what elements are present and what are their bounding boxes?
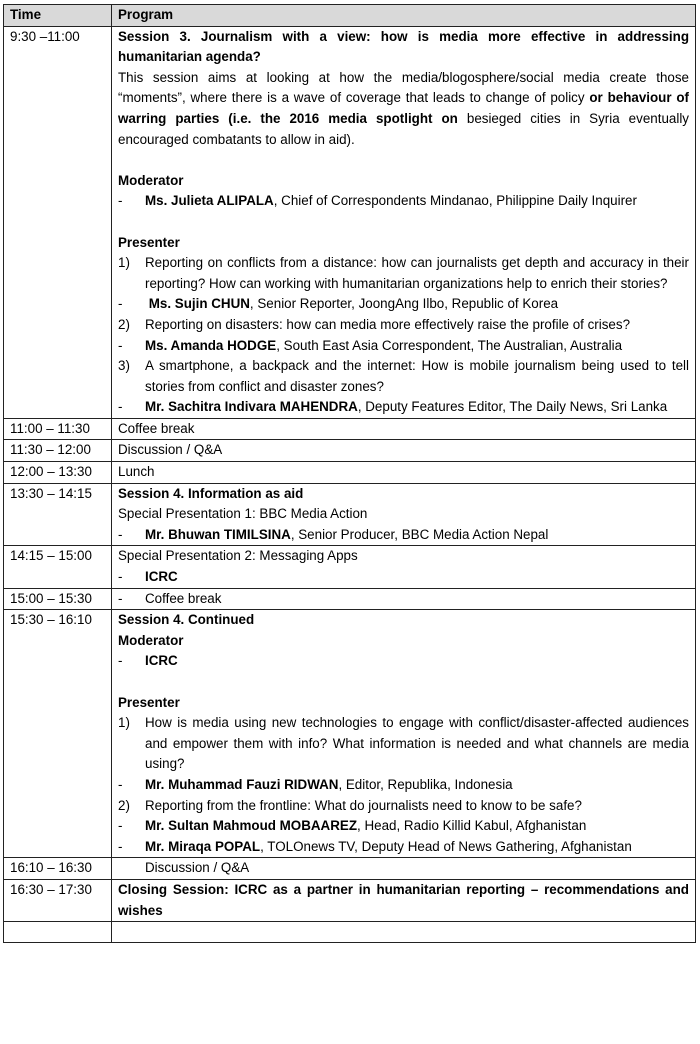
agenda-table	[3, 4, 696, 943]
session-title: Session 4. Continued	[118, 612, 255, 628]
program-cell: Discussion / Q&A	[112, 440, 696, 462]
list-item: - Ms. Sujin CHUN, Senior Reporter, JoongAng Ilbo, Republic of Korea	[118, 296, 559, 312]
table-row	[4, 483, 696, 546]
speaker-name: Ms. Julieta ALIPALA	[145, 193, 274, 209]
moderator-label: Moderator	[118, 632, 184, 648]
program-cell	[112, 858, 696, 880]
speaker-role: , TOLOnews TV, Deputy Head of News Gathering, Afghanistan	[260, 838, 632, 854]
speaker-role: , Senior Producer, BBC Media Action Nepal	[290, 526, 549, 542]
list-item: - Mr. Sultan Mahmoud MOBAAREZ, Head, Radio Killid Kabul, Afghanistan	[118, 818, 587, 834]
table-row	[4, 858, 696, 880]
closing-session: Closing Session: ICRC as a partner in humanitarian reporting – recommendations and wishes	[112, 879, 696, 921]
program-cell	[112, 922, 696, 943]
table-row	[4, 546, 696, 588]
list-item: 1) Reporting on conflicts from a distance: how can journalists get depth and accuracy in their reporting? How can working with humanitarian organizations help to enrich their stories?	[118, 255, 689, 291]
speaker-name: Ms. Amanda HODGE	[145, 337, 277, 353]
list-item: - Mr. Muhammad Fauzi RIDWAN, Editor, Republika, Indonesia	[118, 776, 513, 792]
list-item: - Mr. Miraqa POPAL, TOLOnews TV, Deputy Head of News Gathering, Afghanistan	[118, 838, 632, 854]
special-presentation: Special Presentation 1: BBC Media Action	[118, 506, 368, 522]
time-cell: 15:30 – 16:10	[4, 610, 112, 858]
time-cell: 15:00 – 15:30	[4, 588, 112, 610]
time-cell: 16:30 – 17:30	[4, 879, 112, 921]
list-item: - Mr. Bhuwan TIMILSINA, Senior Producer, BBC Media Action Nepal	[118, 526, 549, 542]
speaker-role: , Senior Reporter, JoongAng Ilbo, Republic of Korea	[249, 296, 559, 312]
speaker-name: Mr. Sachitra Indivara MAHENDRA	[145, 399, 358, 415]
program-cell	[112, 588, 696, 610]
table-header-row	[4, 5, 696, 27]
list-item: - Ms. Amanda HODGE, South East Asia Correspondent, The Australian, Australia	[118, 337, 623, 353]
list-item: - ICRC	[118, 567, 689, 588]
speaker-role: , Deputy Features Editor, The Daily News, Sri Lanka	[357, 399, 668, 415]
session-description: This session aims at looking at how the media/blogosphere/social media create those “moments”, where there is a wave of coverage that leads to change of policy or behaviour of warring parties (i.e. the 2016 media spotlight on besieged cities in Syria eventually encouraged combatants to allow in aid).	[118, 69, 689, 147]
time-cell: 13:30 – 14:15	[4, 483, 112, 546]
speaker-name: Mr. Bhuwan TIMILSINA	[145, 526, 291, 542]
speaker-name: ICRC	[145, 653, 178, 669]
list-item: 2) Reporting on disasters: how can media more effectively raise the profile of crises?	[118, 316, 631, 332]
speaker-role: , Editor, Republika, Indonesia	[338, 776, 513, 792]
table-row	[4, 440, 696, 462]
table-row	[4, 610, 696, 858]
list-item: - Ms. Julieta ALIPALA, Chief of Correspondents Mindanao, Philippine Daily Inquirer	[118, 193, 637, 209]
speaker-role: , Chief of Correspondents Mindanao, Philippine Daily Inquirer	[273, 193, 637, 209]
table-row	[4, 588, 696, 610]
list-item: - Coffee break	[118, 590, 222, 606]
table-row	[4, 26, 696, 418]
speaker-name: Ms. Sujin CHUN	[148, 296, 250, 312]
presenter-label: Presenter	[118, 694, 180, 710]
speaker-name: ICRC	[145, 569, 178, 585]
program-cell	[112, 546, 696, 588]
list-item: 2) Reporting from the frontline: What do journalists need to know to be safe?	[118, 797, 582, 813]
table-row	[4, 879, 696, 921]
presenter-label: Presenter	[118, 234, 180, 250]
list-item: 3) A smartphone, a backpack and the internet: How is mobile journalism being used to tell stories from conflict and disaster zones?	[118, 358, 689, 394]
speaker-role: , South East Asia Correspondent, The Australian, Australia	[276, 337, 623, 353]
time-cell: 11:30 – 12:00	[4, 440, 112, 462]
session-title: Session 4. Information as aid	[118, 485, 304, 501]
speaker-name: Mr. Sultan Mahmoud MOBAAREZ	[145, 818, 358, 834]
list-item: Discussion / Q&A	[145, 860, 250, 876]
time-cell: 16:10 – 16:30	[4, 858, 112, 880]
table-row	[4, 462, 696, 484]
time-cell	[4, 922, 112, 943]
time-cell: 9:30 –11:00	[4, 26, 112, 418]
speaker-role: , Head, Radio Killid Kabul, Afghanistan	[357, 818, 587, 834]
program-cell	[112, 26, 696, 418]
speaker-name: Mr. Muhammad Fauzi RIDWAN	[145, 776, 339, 792]
time-column-header: Time	[4, 5, 112, 27]
list-item: - ICRC	[118, 651, 689, 672]
moderator-label: Moderator	[118, 172, 184, 188]
speaker-name: Mr. Miraqa POPAL	[145, 838, 261, 854]
list-item: - Mr. Sachitra Indivara MAHENDRA, Deputy Features Editor, The Daily News, Sri Lanka	[118, 399, 668, 415]
session-title: Session 3. Journalism with a view: how is media more effective in addressing humanitarian agenda?	[118, 28, 689, 65]
time-cell: 12:00 – 13:30	[4, 462, 112, 484]
program-cell	[112, 483, 696, 546]
time-cell: 11:00 – 11:30	[4, 418, 112, 440]
program-cell: Lunch	[112, 462, 696, 484]
special-presentation: Special Presentation 2: Messaging Apps	[118, 548, 358, 564]
table-row	[4, 418, 696, 440]
time-cell: 14:15 – 15:00	[4, 546, 112, 588]
program-cell	[112, 610, 696, 858]
list-item: 1) How is media using new technologies to engage with conflict/disaster-affected audiences and empower them with info? What information is needed and what channels are media using?	[118, 715, 689, 772]
empty-row	[4, 922, 696, 943]
program-cell: Coffee break	[112, 418, 696, 440]
program-column-header: Program	[112, 5, 696, 27]
